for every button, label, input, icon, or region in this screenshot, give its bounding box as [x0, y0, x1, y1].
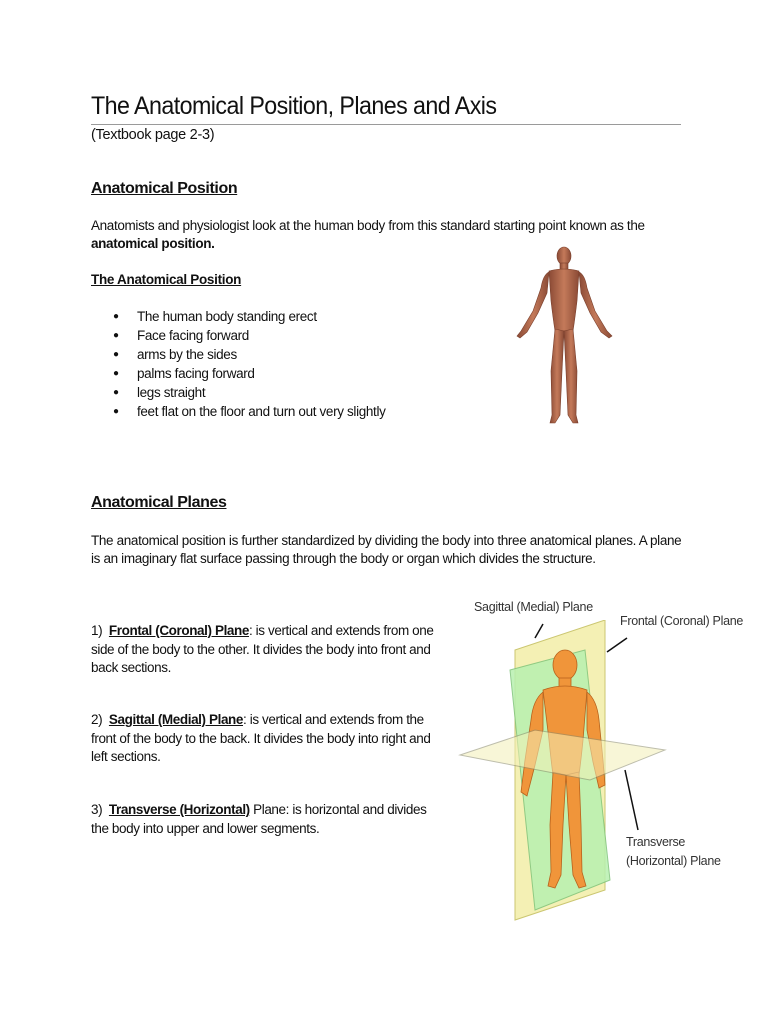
anatomical-planes-figure [455, 620, 675, 925]
label-transverse-line2: (Horizontal) Plane [626, 854, 721, 868]
bullet-icon: ● [113, 330, 119, 341]
page-subtitle: (Textbook page 2-3) [91, 127, 215, 143]
title-divider [91, 124, 681, 125]
bullet-icon: ● [113, 387, 119, 398]
label-sagittal-plane: Sagittal (Medial) Plane [474, 600, 593, 614]
list-item: ● palms facing forward [113, 366, 255, 381]
list-item: ● feet flat on the floor and turn out very slightly [113, 404, 386, 419]
plane-definition-transverse: 3) Transverse (Horizontal) Plane: is horizontal and divides the body into upper and lower segments. [91, 802, 427, 836]
plane-term-sagittal: Sagittal (Medial) Plane [108, 712, 244, 727]
label-transverse-line1: Transverse [626, 835, 686, 849]
list-item: ● legs straight [113, 385, 206, 400]
page-title: The Anatomical Position, Planes and Axis [91, 92, 497, 120]
bullet-icon: ● [113, 368, 119, 379]
position-intro-bold: anatomical position. [91, 236, 215, 251]
list-item: ● Face facing forward [113, 328, 249, 343]
anatomical-position-bullet-list [113, 307, 386, 421]
list-item: ● arms by the sides [113, 347, 237, 362]
plane-definition-frontal: 1) Frontal (Coronal) Plane: is vertical and extends from one side of the body to the other. It divides the body into front and back sections. [91, 623, 434, 675]
list-item: ● The human body standing erect [113, 309, 317, 324]
label-frontal-plane: Frontal (Coronal) Plane [620, 614, 744, 628]
subheading-the-anatomical-position: The Anatomical Position [91, 272, 242, 287]
bullet-icon: ● [113, 406, 119, 417]
plane-term-frontal: Frontal (Coronal) Plane [108, 623, 249, 638]
plane-term-transverse: Transverse (Horizontal) [108, 802, 250, 817]
bullet-icon: ● [113, 349, 119, 360]
section-heading-anatomical-planes: Anatomical Planes [91, 494, 227, 511]
plane-definition-sagittal: 2) Sagittal (Medial) Plane: is vertical and extends from the front of the body to the back. It divides the body into right and left sections. [91, 712, 431, 764]
anatomical-position-figure [505, 243, 625, 433]
position-intro-text: Anatomists and physiologist look at the human body from this standard starting point known as the [91, 218, 645, 233]
planes-intro-paragraph: The anatomical position is further standardized by dividing the body into three anatomical planes. A plane is an imaginary flat surface passing through the body or organ which divides the structure. [91, 533, 682, 566]
bullet-icon: ● [113, 311, 119, 322]
section-heading-anatomical-position: Anatomical Position [91, 180, 238, 197]
